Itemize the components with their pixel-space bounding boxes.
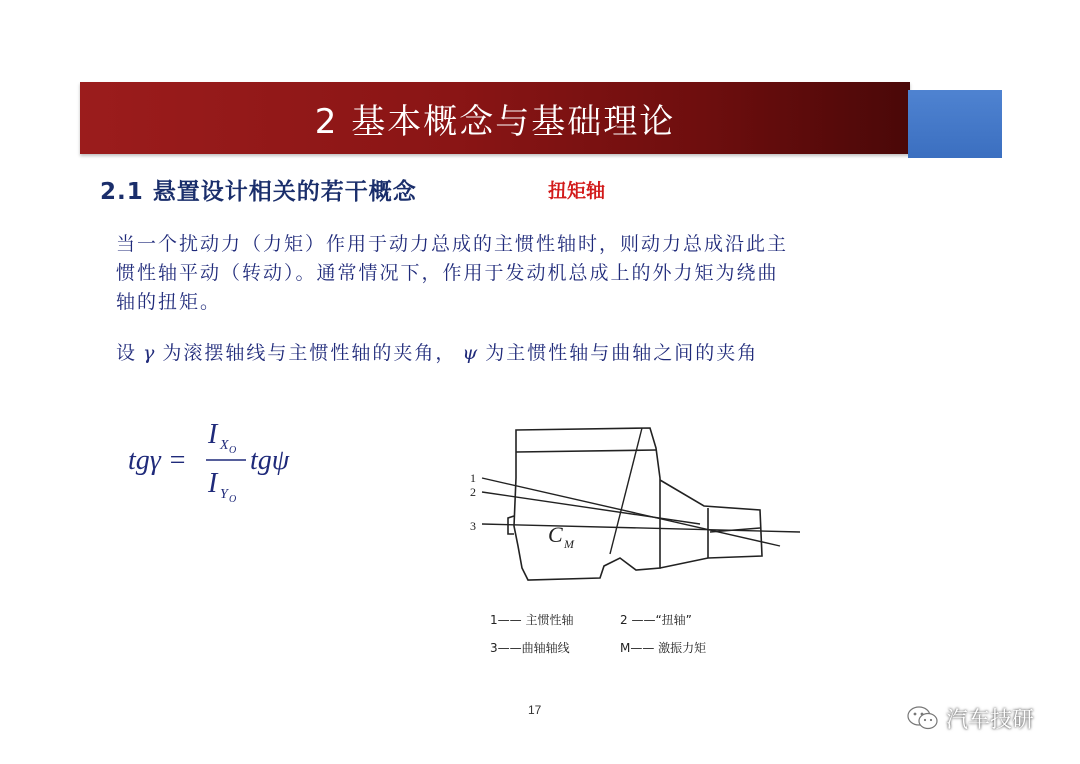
gamma-symbol: γ <box>143 342 157 364</box>
legend-item-4: M—— 激振力矩 <box>620 641 707 655</box>
line-label-1: 1 <box>470 471 476 485</box>
title-bar <box>80 82 910 154</box>
section-line <box>610 428 642 554</box>
legend-item-2: 2 ——“扭轴” <box>620 613 692 627</box>
moment-symbol: C <box>548 522 563 547</box>
formula-numerator: I <box>208 419 218 450</box>
legend-item-1: 1—— 主惯性轴 <box>490 613 574 627</box>
formula-numerator-sub: X <box>220 438 229 453</box>
definition-middle: 为滚摆轴线与主惯性轴的夹角， <box>162 342 457 364</box>
formula <box>128 415 328 510</box>
engine-outline <box>508 428 762 580</box>
formula-numerator-subsub: O <box>229 445 237 456</box>
formula-rhs: tgψ <box>250 445 290 476</box>
section-heading: 2.1 悬置设计相关的若干概念 <box>100 179 417 205</box>
line-label-2: 2 <box>470 485 476 499</box>
wechat-icon <box>906 704 940 732</box>
moment-symbol-sub: M <box>564 537 574 551</box>
principal-inertia-axis-line <box>482 478 780 546</box>
watermark-text: 汽车技研 <box>946 707 1035 733</box>
page-number: 17 <box>528 703 542 717</box>
formula-lhs: tgγ = <box>128 445 187 476</box>
watermark <box>906 700 1056 736</box>
axis-lines <box>482 428 800 554</box>
section-tag: 扭矩轴 <box>548 180 606 202</box>
paragraph-line: 当一个扰动力（力矩）作用于动力总成的主惯性轴时，则动力总成沿此主 <box>116 233 789 255</box>
slide-title: 2 基本概念与基础理论 <box>314 101 676 142</box>
definition-suffix: 为主惯性轴与曲轴之间的夹角 <box>485 342 759 364</box>
definition-prefix: 设 <box>116 342 138 364</box>
paragraph-line: 轴的扭矩。 <box>116 291 222 313</box>
torque-axis-diagram <box>460 418 800 668</box>
definition-line <box>116 338 946 365</box>
formula-denominator: I <box>208 468 218 499</box>
paragraph-line: 惯性轴平动（转动）。通常情况下，作用于发动机总成上的外力矩为绕曲 <box>116 262 779 284</box>
psi-symbol: ψ <box>462 342 480 364</box>
formula-denominator-subsub: O <box>229 494 237 505</box>
paragraph <box>116 230 946 317</box>
line-label-3: 3 <box>470 519 476 533</box>
formula-denominator-sub: Y <box>220 487 228 502</box>
legend-item-3: 3——曲轴轴线 <box>490 641 570 655</box>
title-accent-block <box>908 90 1002 158</box>
